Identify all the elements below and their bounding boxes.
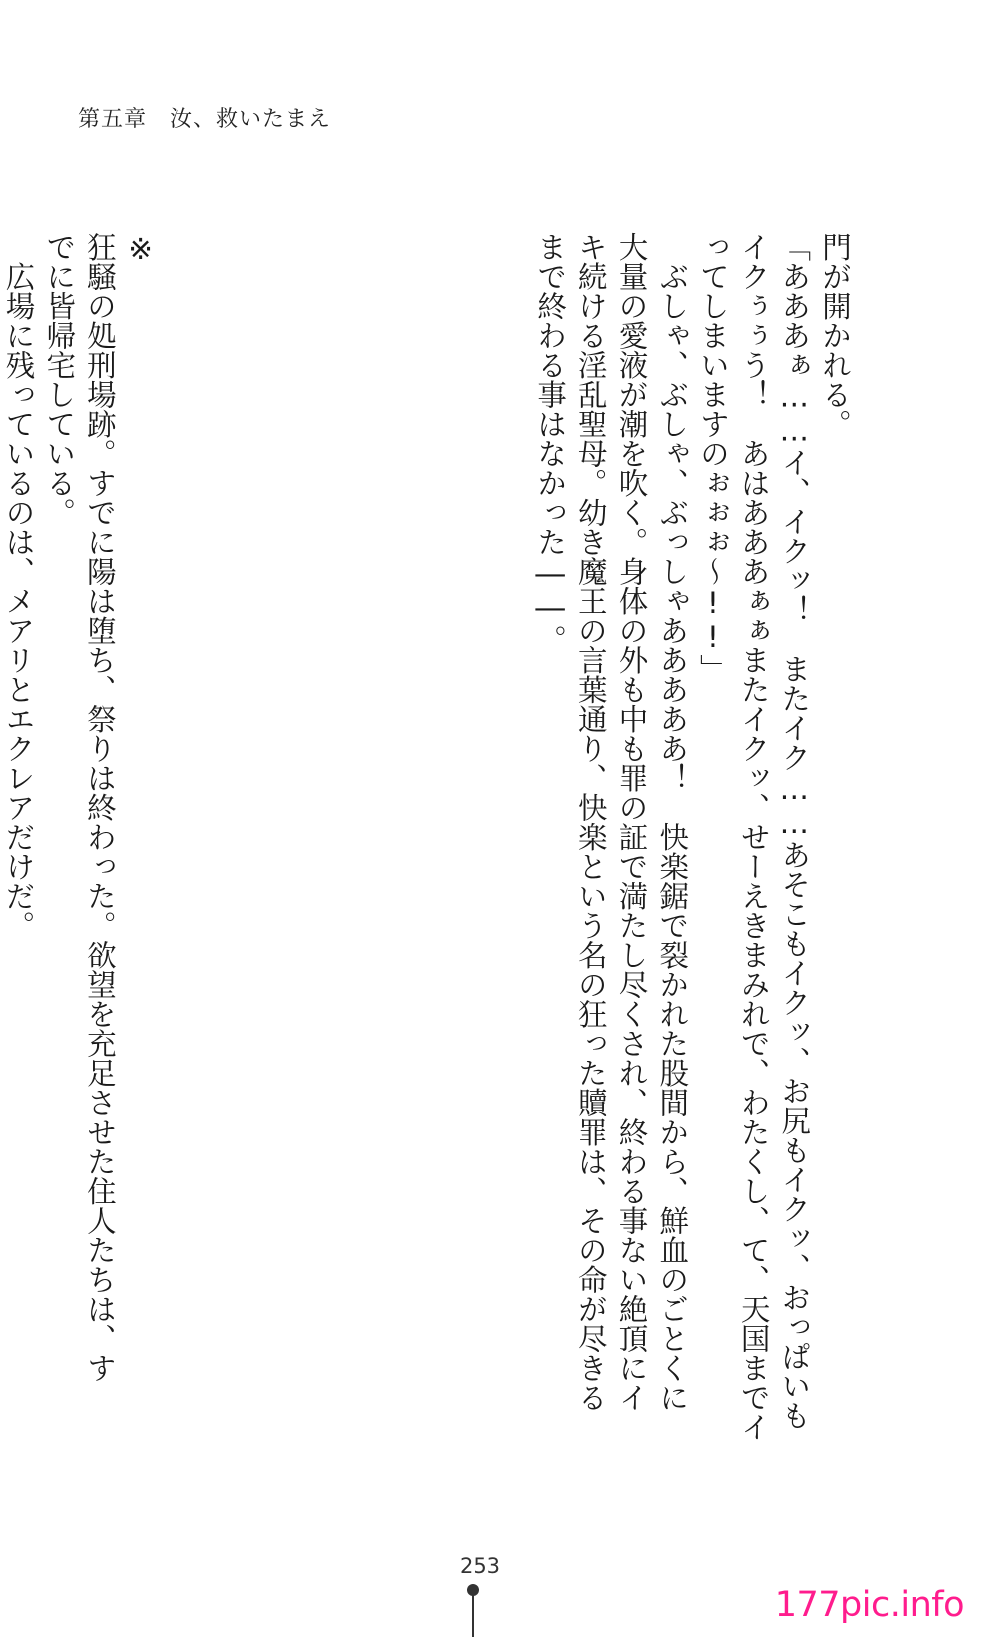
scene-separator: ※ bbox=[123, 232, 158, 266]
text-line: イクぅぅう！ あはあああぁぁまたイクッ、せーえきまみれで、わたくし、て、天国までイ bbox=[736, 232, 771, 1442]
watermark-text: 177pic.info bbox=[774, 1585, 964, 1625]
text-line: ってしまいますのぉぉぉ～!!」 bbox=[695, 232, 730, 684]
text-line: 広場に残っているのは、メアリとエクレアだけだ。 bbox=[1, 232, 36, 940]
text-line: 大量の愛液が潮を吹く。身体の外も中も罪の証で満たし尽くされ、終わる事ない絶頂にイ bbox=[614, 232, 649, 1412]
text-line: 狂騒の処刑場跡。すでに陽は堕ち、祭りは終わった。欲望を充足させた住人たちは、す bbox=[82, 232, 117, 1383]
running-header-chapter-title: 第五章 汝、救いたまえ bbox=[78, 107, 332, 132]
text-line: でに皆帰宅している。 bbox=[42, 232, 77, 527]
vertical-body-text bbox=[1, 232, 855, 1442]
text-line: まで終わる事はなかった――。 bbox=[533, 232, 568, 654]
page-marker-line bbox=[472, 1595, 474, 1637]
text-line: ぶしゃ、ぶしゃ、ぶっしゃあああああ！ 快楽鋸で裂かれた股間から、鮮血のごとくに bbox=[655, 232, 690, 1412]
text-line: 門が開かれる。 bbox=[818, 232, 852, 439]
page-number: 253 bbox=[459, 1554, 501, 1578]
text-line: 「あああぁ……イ、イクッ！ またイク……あそこもイクッ、お尻もイクッ、おっぱいも bbox=[777, 232, 812, 1430]
text-line: キ続ける淫乱聖母。幼き魔王の言葉通り、快楽という名の狂った贖罪は、その命が尽きる bbox=[573, 232, 608, 1412]
